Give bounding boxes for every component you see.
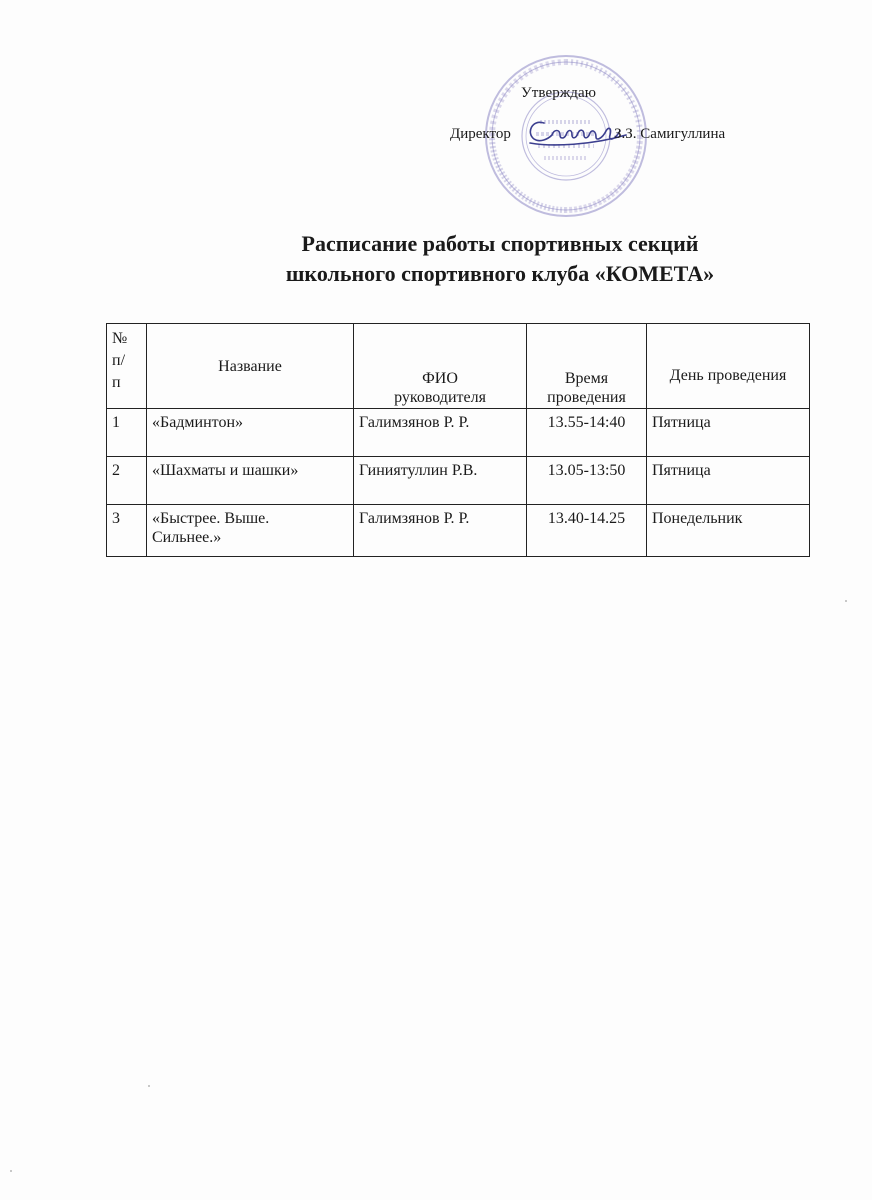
header-time: Время проведения: [527, 324, 647, 409]
director-signature-line: [450, 123, 760, 147]
scan-speck: [845, 600, 847, 602]
director-name: З.З. Самигуллина: [614, 126, 726, 142]
cell-number: 1: [107, 409, 147, 457]
director-label: Директор: [450, 126, 511, 142]
cell-number: 3: [107, 505, 147, 557]
header-number: № п/п: [107, 324, 147, 409]
header-day: День проведения: [647, 324, 810, 409]
cell-day: Пятница: [647, 457, 810, 505]
cell-number: 2: [107, 457, 147, 505]
page-title: [240, 229, 760, 289]
cell-name: «Быстрее. Выше. Сильнее.»: [147, 505, 354, 557]
table-row: [107, 457, 810, 505]
cell-leader: Галимзянов Р. Р.: [354, 505, 527, 557]
table-row: [107, 505, 810, 557]
cell-day: Пятница: [647, 409, 810, 457]
cell-name: «Бадминтон»: [147, 409, 354, 457]
table-header-row: [107, 324, 810, 409]
title-line-2: школьного спортивного клуба «КОМЕТА»: [285, 261, 715, 286]
cell-time: 13.40-14.25: [527, 505, 647, 557]
schedule-table: [106, 323, 810, 557]
header-name: Название: [147, 324, 354, 409]
cell-day: Понедельник: [647, 505, 810, 557]
cell-time: 13.55-14:40: [527, 409, 647, 457]
cell-leader: Гиниятуллин Р.В.: [354, 457, 527, 505]
scan-speck: [148, 1085, 150, 1087]
cell-leader: Галимзянов Р. Р.: [354, 409, 527, 457]
header-leader: ФИО руководителя: [354, 324, 527, 409]
approve-label: Утверждаю: [521, 85, 597, 101]
scan-speck: [10, 1170, 12, 1172]
table-row: [107, 409, 810, 457]
cell-time: 13.05-13:50: [527, 457, 647, 505]
cell-name: «Шахматы и шашки»: [147, 457, 354, 505]
title-line-1: Расписание работы спортивных секций: [301, 231, 699, 256]
